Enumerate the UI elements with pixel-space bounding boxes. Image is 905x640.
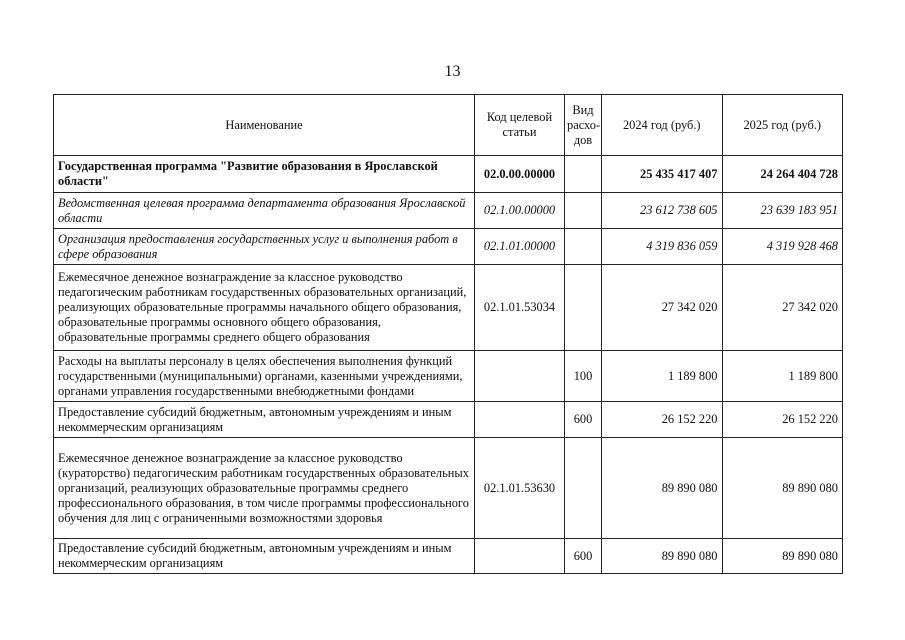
table-row bbox=[54, 539, 843, 574]
row-kind bbox=[565, 265, 602, 351]
row-code bbox=[475, 351, 565, 402]
row-2024: 4 319 836 059 bbox=[602, 229, 723, 265]
row-code: 02.1.01.53034 bbox=[475, 265, 565, 351]
row-name: Организация предоставления государственных услуг и выполнения работ в сфере образования bbox=[54, 229, 475, 265]
table-row bbox=[54, 402, 843, 438]
row-2025: 89 890 080 bbox=[722, 539, 843, 574]
row-code: 02.1.00.00000 bbox=[475, 193, 565, 229]
row-kind bbox=[565, 438, 602, 539]
table-row bbox=[54, 229, 843, 265]
row-2025: 1 189 800 bbox=[722, 351, 843, 402]
row-2024: 27 342 020 bbox=[602, 265, 723, 351]
row-2024: 89 890 080 bbox=[602, 539, 723, 574]
row-code bbox=[475, 539, 565, 574]
header-kind: Вид расхо-дов bbox=[565, 95, 602, 156]
table-row bbox=[54, 193, 843, 229]
header-2024: 2024 год (руб.) bbox=[602, 95, 723, 156]
table-row bbox=[54, 265, 843, 351]
row-2024: 1 189 800 bbox=[602, 351, 723, 402]
table-row bbox=[54, 156, 843, 193]
row-kind: 600 bbox=[565, 539, 602, 574]
row-name: Ежемесячное денежное вознаграждение за классное руководство (кураторство) педагогическим работникам государственных образовательных организаций, реализующих образовательные программы среднего профессионального образования, в том числе программы профессионального обучения для лиц с ограниченными возможностями здоровья bbox=[54, 438, 475, 539]
row-name: Расходы на выплаты персоналу в целях обеспечения выполнения функций государственными (муниципальными) органами, казенными учреждениями, органами управления государственными внебюджетными фондами bbox=[54, 351, 475, 402]
row-2025: 24 264 404 728 bbox=[722, 156, 843, 193]
row-name: Государственная программа "Развитие образования в Ярославской области" bbox=[54, 156, 475, 193]
row-2025: 27 342 020 bbox=[722, 265, 843, 351]
row-2024: 23 612 738 605 bbox=[602, 193, 723, 229]
table-row bbox=[54, 351, 843, 402]
row-name: Ежемесячное денежное вознаграждение за классное руководство педагогическим работникам государственных образовательных организаций, реализующих образовательные программы начального общего образования, образовательные программы основного общего образования, образовательные программы среднего общего образования bbox=[54, 265, 475, 351]
row-code bbox=[475, 402, 565, 438]
row-2024: 26 152 220 bbox=[602, 402, 723, 438]
row-2025: 4 319 928 468 bbox=[722, 229, 843, 265]
header-code: Код целевой статьи bbox=[475, 95, 565, 156]
row-code: 02.1.01.53630 bbox=[475, 438, 565, 539]
budget-table bbox=[53, 94, 843, 574]
row-2024: 25 435 417 407 bbox=[602, 156, 723, 193]
row-kind bbox=[565, 229, 602, 265]
row-code: 02.0.00.00000 bbox=[475, 156, 565, 193]
row-name: Предоставление субсидий бюджетным, автономным учреждениям и иным некоммерческим организациям bbox=[54, 539, 475, 574]
row-2025: 26 152 220 bbox=[722, 402, 843, 438]
row-kind bbox=[565, 156, 602, 193]
row-code: 02.1.01.00000 bbox=[475, 229, 565, 265]
row-kind bbox=[565, 193, 602, 229]
header-name: Наименование bbox=[54, 95, 475, 156]
row-2025: 23 639 183 951 bbox=[722, 193, 843, 229]
page-number: 13 bbox=[444, 63, 461, 80]
table-row bbox=[54, 438, 843, 539]
header-2025: 2025 год (руб.) bbox=[722, 95, 843, 156]
row-name: Ведомственная целевая программа департамента образования Ярославской области bbox=[54, 193, 475, 229]
table-header-row bbox=[54, 95, 843, 156]
row-name: Предоставление субсидий бюджетным, автономным учреждениям и иным некоммерческим организациям bbox=[54, 402, 475, 438]
row-kind: 100 bbox=[565, 351, 602, 402]
row-2024: 89 890 080 bbox=[602, 438, 723, 539]
row-kind: 600 bbox=[565, 402, 602, 438]
row-2025: 89 890 080 bbox=[722, 438, 843, 539]
